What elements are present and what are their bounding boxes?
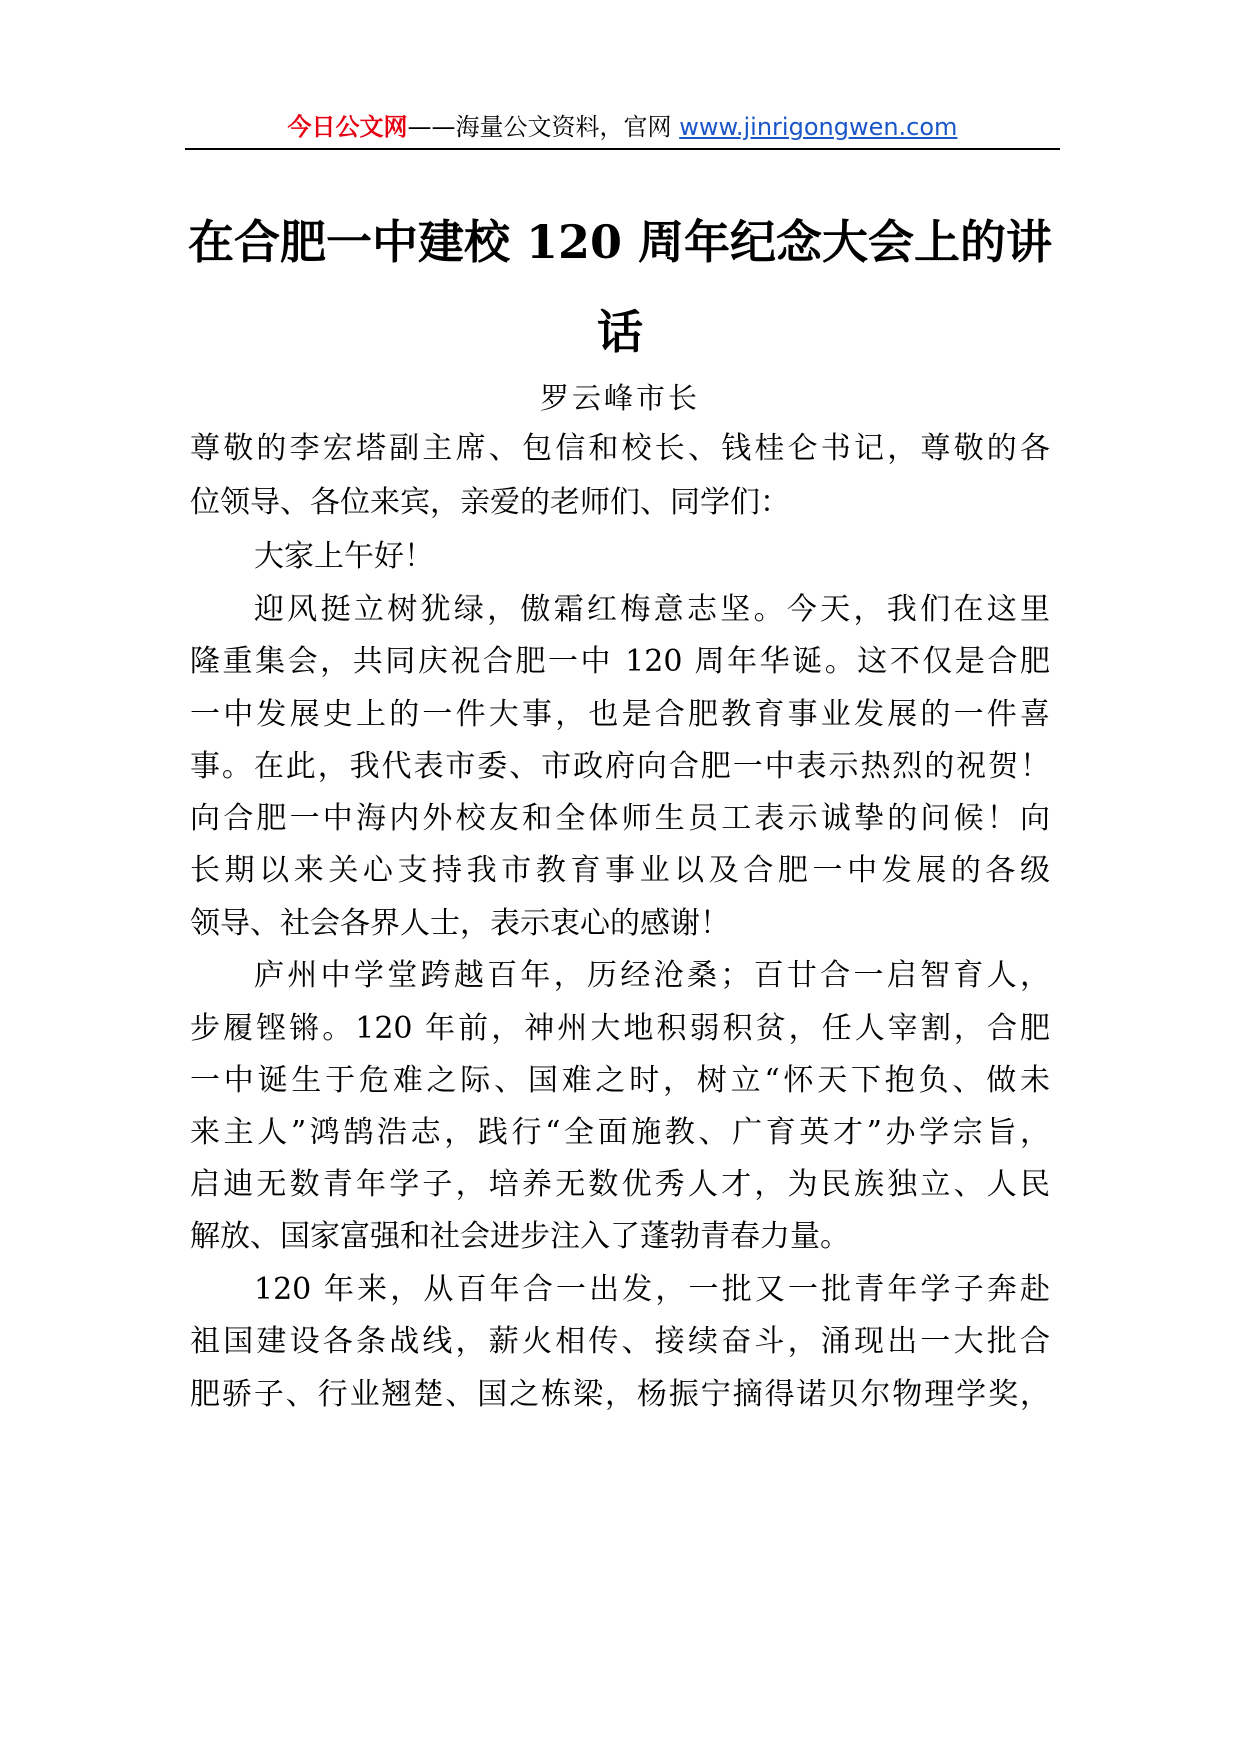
body-line: 启迪无数青年学子，培养无数优秀人才，为民族独立、人民 [190,1167,1050,1202]
body-line: 大家上午好！ [254,539,434,574]
document-title-line-1: 在合肥一中建校 120 周年纪念大会上的讲 [187,215,1053,269]
body-line: 领导、社会各界人士，表示衷心的感谢！ [190,906,730,941]
body-line: 步履铿锵。120 年前，神州大地积弱积贫，任人宰割，合肥 [190,1011,1050,1046]
body-line: 120 年来，从百年合一出发，一批又一批青年学子奔赴 [254,1272,1050,1307]
body-line: 位领导、各位来宾，亲爱的老师们、同学们： [190,485,790,520]
body-line: 来主人”鸿鹄浩志，践行“全面施教、广育英才”办学宗旨， [190,1115,1050,1150]
body-line: 庐州中学堂跨越百年，历经沧桑；百廿合一启智育人， [254,958,1050,993]
document-title-line-2: 话 [597,305,643,359]
author-byline: 罗云峰市长 [539,381,700,415]
body-line: 一中发展史上的一件大事，也是合肥教育事业发展的一件喜 [190,697,1050,732]
body-line: 尊敬的李宏塔副主席、包信和校长、钱桂仑书记，尊敬的各 [190,431,1050,466]
body-line: 祖国建设各条战线，薪火相传、接续奋斗，涌现出一大批合 [190,1324,1050,1359]
body-line: 解放、国家富强和社会进步注入了蓬勃青春力量。 [190,1219,850,1254]
site-header [185,108,1060,150]
brand-name[interactable]: 今日公文网 [287,113,408,141]
body-line: 肥骄子、行业翘楚、国之栋梁，杨振宁摘得诺贝尔物理学奖， [190,1377,1050,1412]
body-line: 隆重集会，共同庆祝合肥一中 120 周年华诞。这不仅是合肥 [190,644,1050,679]
header-tagline: ——海量公文资料，官网 [407,113,680,141]
body-line: 事。在此，我代表市委、市政府向合肥一中表示热烈的祝贺！ [190,749,1050,784]
site-url-link[interactable]: www.jinrigongwen.com [679,113,958,141]
body-line: 迎风挺立树犹绿，傲霜红梅意志坚。今天，我们在这里 [254,592,1050,627]
body-line: 一中诞生于危难之际、国难之时，树立“怀天下抱负、做未 [190,1063,1050,1098]
body-line: 长期以来关心支持我市教育事业以及合肥一中发展的各级 [190,853,1050,888]
body-line: 向合肥一中海内外校友和全体师生员工表示诚挚的问候！向 [190,801,1050,836]
